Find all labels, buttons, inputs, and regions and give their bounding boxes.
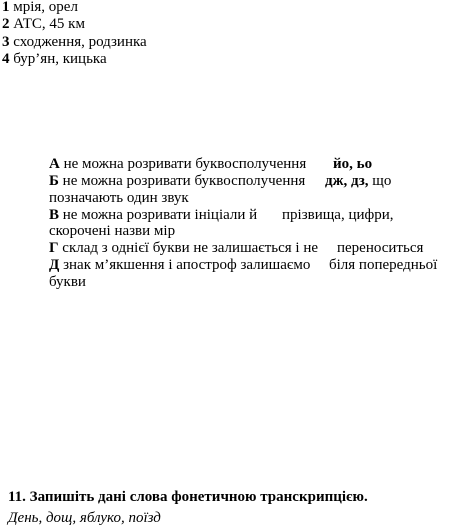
item-text: сходження, родзинка <box>13 34 147 50</box>
rule-text: склад з однієї букви не залишається і не <box>62 240 319 256</box>
rule-e <box>49 256 310 274</box>
rule-b-line2: позначають один звук <box>49 190 189 206</box>
rule-tail-bold: дж, дз, <box>325 173 369 189</box>
rule-b <box>49 172 305 190</box>
item-text: мрія, орел <box>13 0 78 15</box>
list-item-4 <box>2 50 107 68</box>
rule-b-tail <box>325 172 391 190</box>
rule-letter: Б <box>49 173 59 189</box>
item-text: бур’ян, кицька <box>13 51 107 67</box>
item-text: АТС, 45 км <box>13 16 85 32</box>
task-title: 11. Запишіть дані слова фонетичною транскрипцією. <box>8 489 368 505</box>
rule-d <box>49 239 318 257</box>
rule-text: не можна розривати ініціали й <box>62 207 258 223</box>
rule-a <box>49 155 306 173</box>
task-words: День, дощ, яблуко, поїзд <box>8 510 161 526</box>
item-number: 3 <box>2 34 10 50</box>
rule-text: знак м’якшення і апостроф залишаємо <box>63 257 311 273</box>
rule-letter: Д <box>49 257 60 273</box>
item-number: 2 <box>2 16 10 32</box>
rule-tail: що <box>372 173 392 189</box>
rule-text: не можна розривати буквосполучення <box>62 173 306 189</box>
rule-e-line2: букви <box>49 274 86 290</box>
rule-a-tail: йо, ьо <box>333 156 373 172</box>
rule-d-tail: переноситься <box>337 240 424 256</box>
rule-letter: А <box>49 156 60 172</box>
rule-letter: Г <box>49 240 59 256</box>
list-item-1 <box>2 0 78 16</box>
item-number: 4 <box>2 51 10 67</box>
rule-e-tail: біля попередньої <box>329 257 438 273</box>
rule-c-line2: скорочені назви мір <box>49 223 176 239</box>
rule-c-tail: прізвища, цифри, <box>282 207 394 223</box>
item-number: 1 <box>2 0 10 15</box>
list-item-2 <box>2 15 85 33</box>
rule-text: не можна розривати буквосполучення <box>63 156 307 172</box>
rule-letter: В <box>49 207 60 223</box>
list-item-3 <box>2 33 147 51</box>
